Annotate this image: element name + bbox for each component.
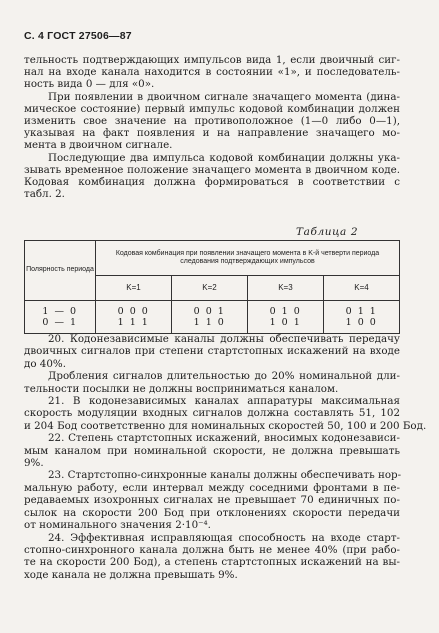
- code-value: 1 0 0: [345, 317, 378, 328]
- code-cell: [247, 301, 323, 334]
- text-line: Кодовая комбинация должна формироваться в соответствии с: [24, 176, 400, 189]
- text-line: те на скорости 200 Бод), а степень стартстопных искажений на вы-: [24, 556, 400, 569]
- text-line: 20. Кодонезависимые каналы должны обеспечивать передачу: [48, 333, 400, 345]
- text-line: 21. В кодонезависимых каналах аппаратуры максимальная: [48, 395, 400, 408]
- text-line: ходе канала не должна превышать 9%.: [24, 568, 238, 581]
- text-line: указывая на факт появления и на направление значащего мо-: [24, 127, 400, 140]
- text-line: При появлении в двоичном сигнале значащего момента (дина-: [48, 90, 400, 103]
- text-line: изменить свое значение на противоположное (1—0 либо 0—1),: [24, 115, 400, 128]
- subheader-k3: K=3: [247, 276, 323, 301]
- code-cell: [171, 301, 247, 334]
- code-table: [24, 240, 400, 334]
- text-line: скорость модуляции входных сигналов должна составлять 51, 102: [24, 407, 400, 420]
- text-line: мическое состояние) первый импульс кодовой комбинации должен: [24, 102, 400, 115]
- text-line: стопно-синхронного канала должна быть не менее 40% (при рабо-: [24, 543, 400, 556]
- text-line: 23. Стартстопно-синхронные каналы должны обеспечивать нор-: [48, 469, 402, 482]
- text-line: мальную работу, если интервал между соседними фронтами в пе-: [24, 481, 400, 494]
- table-title: Таблица 2: [296, 226, 359, 238]
- col-polarity-header: Полярность периода: [25, 241, 96, 301]
- code-value: 0 1 1: [345, 306, 378, 317]
- text-line: и 204 Бод соответственно для номинальных скоростей 50, 100 и 200 Бод.: [24, 419, 427, 432]
- text-line: мым каналом при номинальной скорости, не должна превышать: [24, 444, 400, 457]
- text-line: 22. Степень стартстопных искажений, вносимых кодонезависи-: [48, 432, 400, 445]
- bottom-text: [24, 333, 427, 581]
- text-line: зывать временное положение значащего момента в двоичном коде.: [24, 163, 400, 176]
- text-line: нал на входе канала находится в состоянии «1», и последователь-: [24, 66, 400, 79]
- code-value: 0 0 1: [193, 306, 226, 317]
- text-line: Дробления сигналов длительностью до 20% номинальной дли-: [48, 370, 400, 383]
- top-text: [24, 54, 400, 200]
- text-line: ность вида 0 — для «0».: [24, 78, 155, 91]
- code-cell: [96, 301, 172, 334]
- text-line: от номинального значения 2·10⁻⁴.: [24, 519, 211, 532]
- text-line: мента в двоичном сигнале.: [24, 139, 173, 152]
- polarity-value: 0 — 1: [42, 317, 78, 328]
- page-header: С. 4 ГОСТ 27506—87: [24, 30, 132, 42]
- group-header: Кодовая комбинация при появлении значащего момента в K-й четверти периода следования подтверждающих импульсов: [96, 241, 400, 276]
- code-value: 0 1 0: [269, 306, 302, 317]
- polarity-cell: [25, 301, 96, 334]
- subheader-k4: K=4: [323, 276, 399, 301]
- text-line: сылок на скорости 200 Бод при отклонениях скорости передачи: [24, 506, 400, 519]
- text-line: тельность подтверждающих импульсов вида 1, если двоичный сиг-: [24, 54, 400, 66]
- code-value: 1 1 1: [117, 317, 150, 328]
- code-cell: [323, 301, 399, 334]
- text-line: 24. Эффективная исправляющая способность на входе старт-: [48, 531, 400, 544]
- code-value: 0 0 0: [117, 306, 150, 317]
- text-line: редаваемых изохронных сигналах не превышает 70 единичных по-: [24, 494, 400, 507]
- subheader-k2: K=2: [171, 276, 247, 301]
- text-line: табл. 2.: [24, 188, 65, 201]
- text-line: двоичных сигналов при степени стартстопных искажений на входе: [24, 345, 400, 358]
- text-line: 9%.: [24, 457, 44, 470]
- text-line: до 40%.: [24, 357, 66, 370]
- text-line: тельности посылки не должны восприниматься каналом.: [24, 382, 339, 395]
- text-line: Последующие два импульса кодовой комбинации должны ука-: [48, 151, 400, 164]
- code-value: 1 0 1: [269, 317, 302, 328]
- polarity-value: 1 — 0: [42, 306, 78, 317]
- code-value: 1 1 0: [193, 317, 226, 328]
- subheader-k1: K=1: [96, 276, 172, 301]
